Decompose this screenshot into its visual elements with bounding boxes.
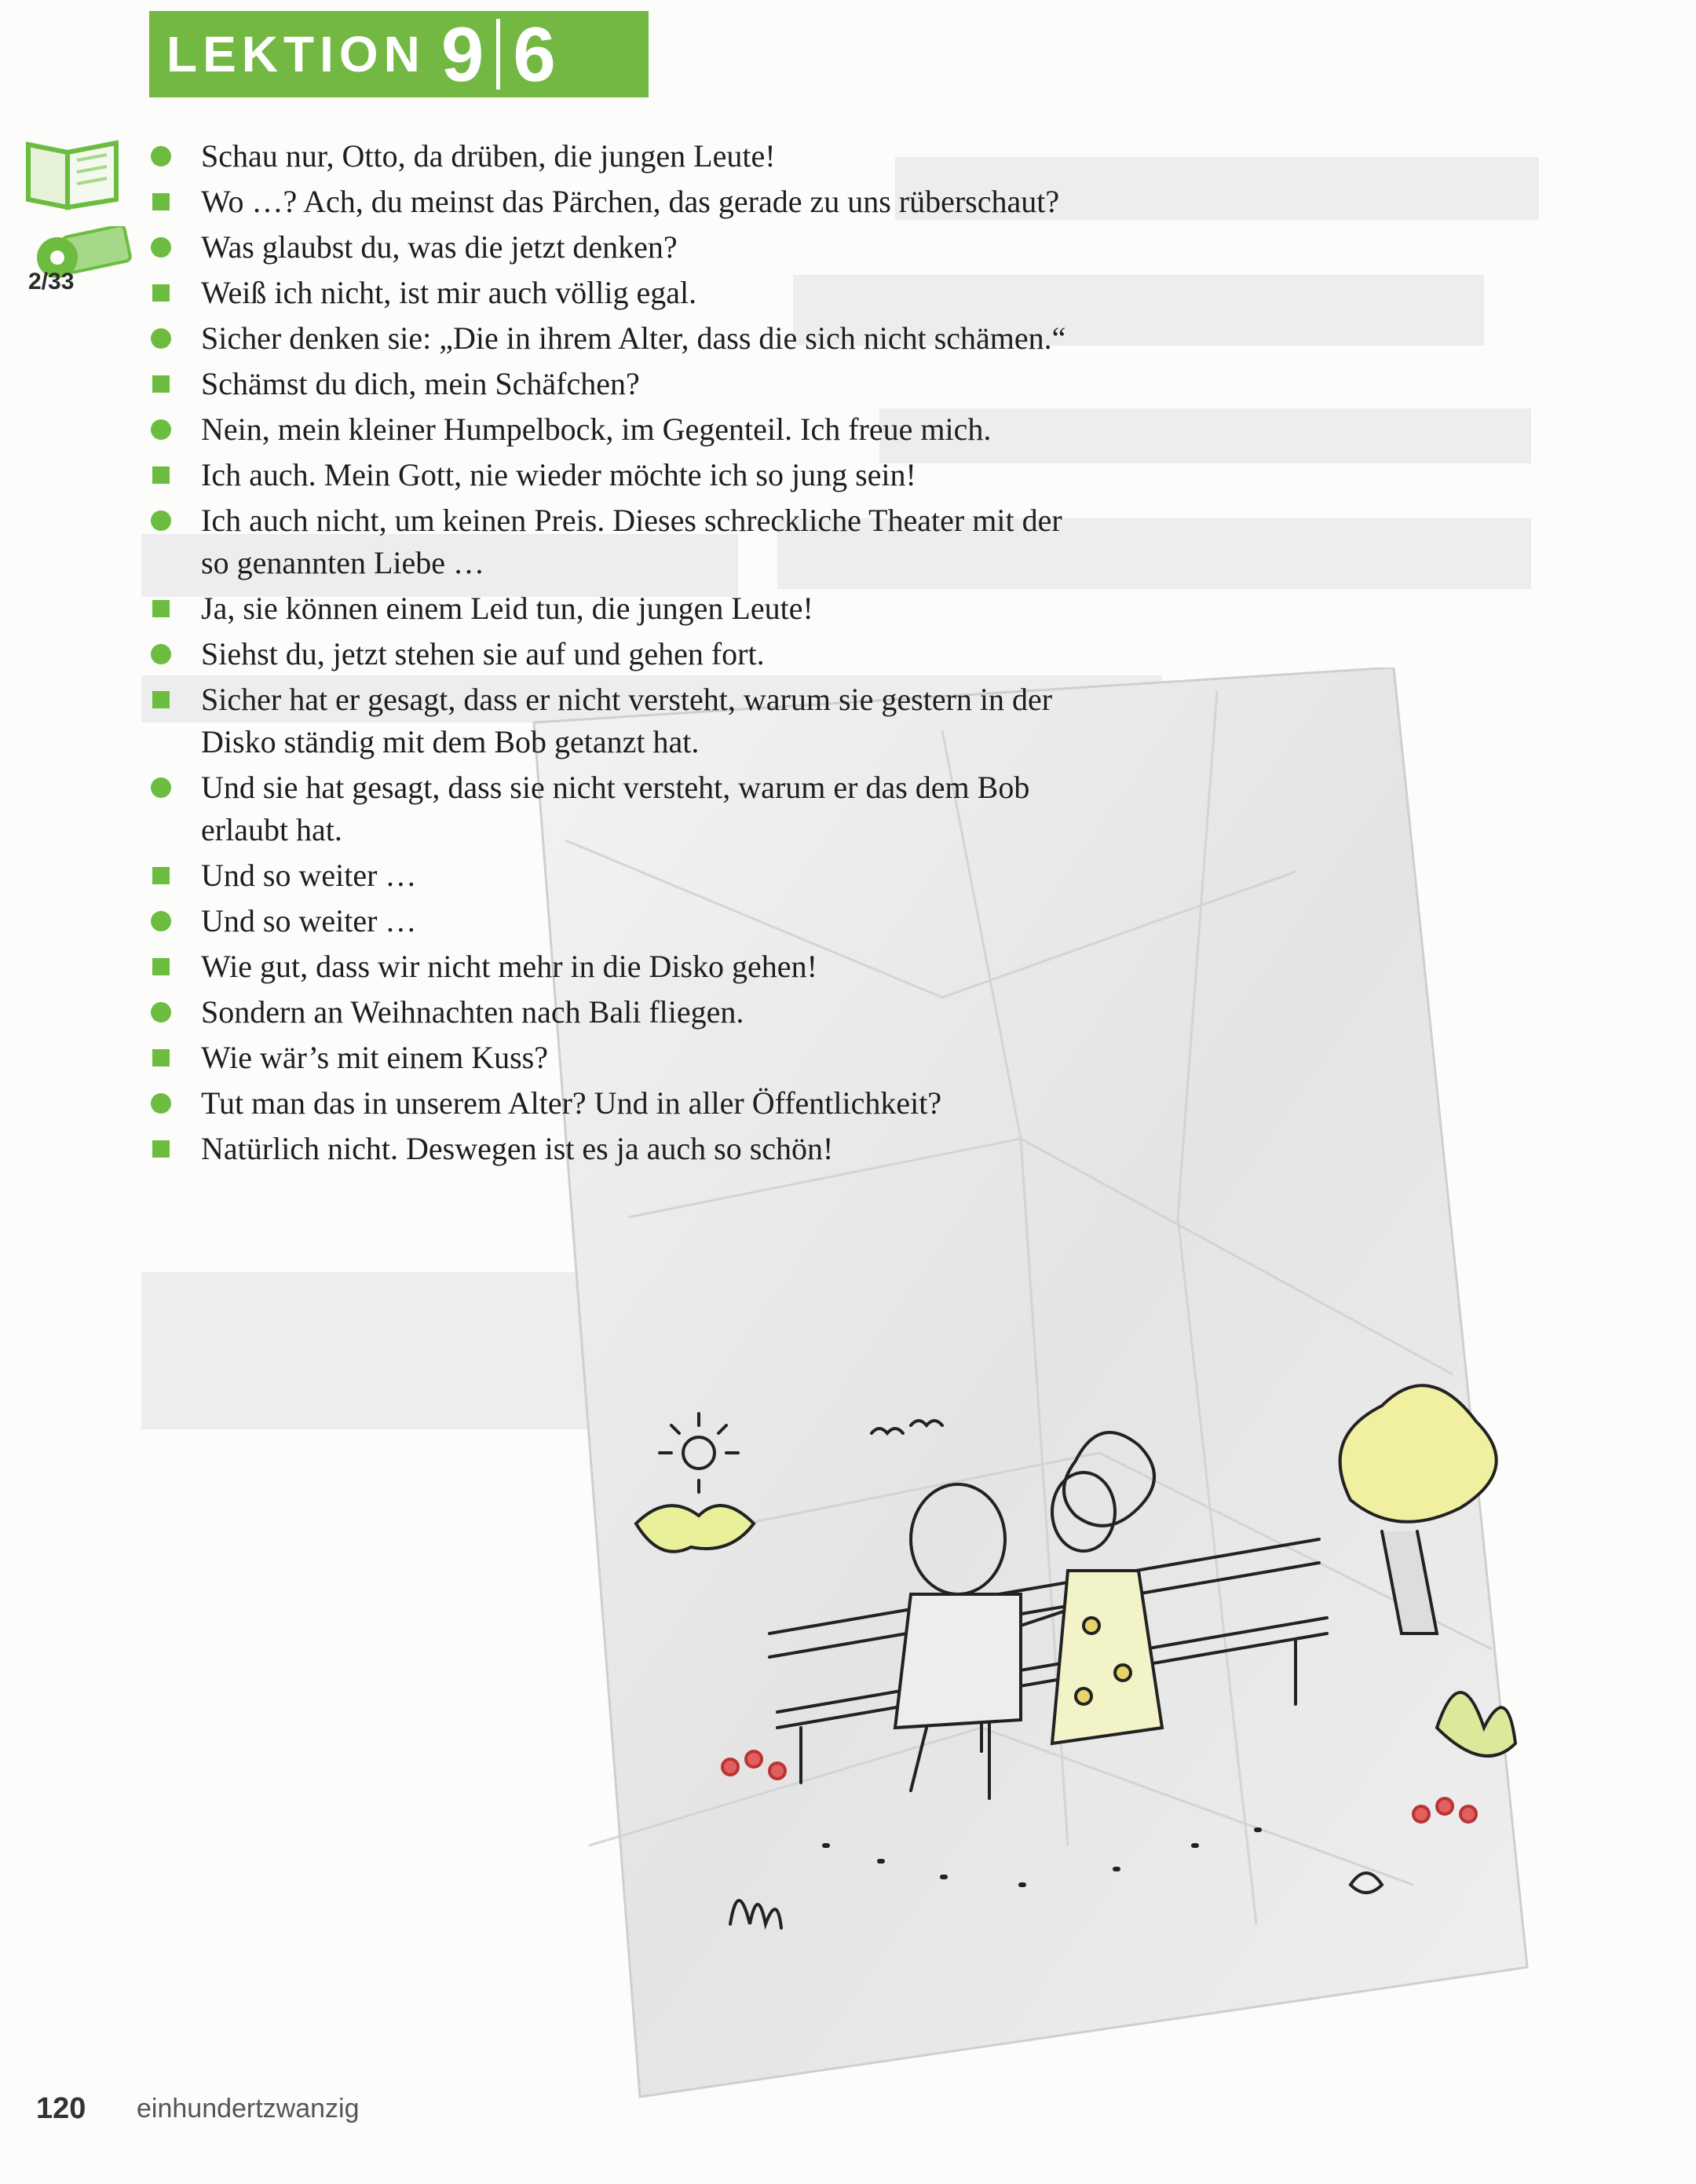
dialogue-text: Schämst du dich, mein Schäfchen?	[201, 366, 640, 401]
dialogue-line	[146, 363, 1088, 405]
speaker-marker	[146, 633, 201, 675]
dialogue-line	[146, 679, 1088, 763]
speaker-marker	[146, 226, 201, 269]
dialogue-line	[146, 946, 1088, 988]
lesson-number: 9	[440, 11, 484, 97]
dialogue-line	[146, 499, 1088, 584]
speaker-marker	[146, 317, 201, 360]
dialogue-line	[146, 454, 1088, 496]
lesson-header	[149, 11, 649, 97]
green-dot-icon	[151, 1093, 171, 1114]
dialogue-text: Ich auch. Mein Gott, nie wieder möchte ich so jung sein!	[201, 457, 916, 492]
green-square-icon	[152, 466, 170, 484]
dialogue-line	[146, 135, 1088, 177]
dialogue-line	[146, 317, 1088, 360]
speaker-marker	[146, 408, 201, 451]
dialogue-text: Sicher hat er gesagt, dass er nicht versteht, warum sie gestern in der Disko ständig mit dem Bob getanzt hat.	[201, 682, 1053, 759]
dialogue-text: Sicher denken sie: „Die in ihrem Alter, dass die sich nicht schämen.“	[201, 320, 1066, 356]
green-square-icon	[152, 691, 170, 708]
lesson-word: LEKTION	[166, 26, 426, 82]
speaker-marker	[146, 363, 201, 405]
dialogue-line	[146, 1037, 1088, 1079]
dialogue-line	[146, 587, 1088, 630]
dialogue-line	[146, 408, 1088, 451]
dialogue-line	[146, 766, 1088, 851]
speaker-marker	[146, 272, 201, 314]
green-square-icon	[152, 284, 170, 302]
speaker-marker	[146, 181, 201, 223]
speaker-marker	[146, 854, 201, 897]
page-number: 120	[36, 2092, 86, 2125]
speaker-marker	[146, 1082, 201, 1125]
green-dot-icon	[151, 911, 171, 931]
dialogue-text: Siehst du, jetzt stehen sie auf und gehen fort.	[201, 636, 765, 671]
green-dot-icon	[151, 328, 171, 349]
green-square-icon	[152, 958, 170, 975]
dialogue-text: Weiß ich nicht, ist mir auch völlig egal.	[201, 275, 697, 310]
green-dot-icon	[151, 419, 171, 440]
green-dot-icon	[151, 644, 171, 664]
dialogue-line	[146, 272, 1088, 314]
speaker-marker	[146, 454, 201, 496]
green-square-icon	[152, 375, 170, 393]
speaker-marker	[146, 1128, 201, 1170]
dialogue-text: Und so weiter …	[201, 903, 417, 938]
dialogue-text: Schau nur, Otto, da drüben, die jungen Leute!	[201, 138, 776, 174]
track-number: 2/33	[28, 269, 75, 294]
dialogue-text: Was glaubst du, was die jetzt denken?	[201, 229, 678, 265]
green-dot-icon	[151, 510, 171, 531]
dialogue-text: Wo …? Ach, du meinst das Pärchen, das gerade zu uns rüberschaut?	[201, 184, 1060, 219]
dialogue-text: Wie gut, dass wir nicht mehr in die Disko gehen!	[201, 949, 817, 984]
dialogue-line	[146, 226, 1088, 269]
speaker-marker	[146, 499, 201, 542]
dialogue-text: Nein, mein kleiner Humpelbock, im Gegenteil. Ich freue mich.	[201, 412, 992, 447]
page-number-word: einhundertzwanzig	[137, 2094, 360, 2124]
header-divider	[496, 19, 500, 90]
speaker-marker	[146, 900, 201, 942]
green-square-icon	[152, 193, 170, 210]
dialogue-text: Ich auch nicht, um keinen Preis. Dieses schreckliche Theater mit der so genannten Liebe …	[201, 503, 1062, 580]
dialogue-text: Ja, sie können einem Leid tun, die jungen Leute!	[201, 591, 813, 626]
speaker-marker	[146, 679, 201, 721]
dialogue-line	[146, 633, 1088, 675]
green-dot-icon	[151, 777, 171, 798]
dialogue-line	[146, 1082, 1088, 1125]
green-square-icon	[152, 1140, 170, 1158]
dialogue-line	[146, 991, 1088, 1033]
green-dot-icon	[151, 146, 171, 166]
dialogue-line	[146, 181, 1088, 223]
speaker-marker	[146, 946, 201, 988]
dialogue-text: Sondern an Weihnachten nach Bali fliegen.	[201, 994, 744, 1030]
speaker-marker	[146, 587, 201, 630]
green-square-icon	[152, 1049, 170, 1066]
dialogue-text: Und so weiter …	[201, 858, 417, 893]
green-square-icon	[152, 600, 170, 617]
dialogue-text: Und sie hat gesagt, dass sie nicht versteht, warum er das dem Bob erlaubt hat.	[201, 770, 1030, 847]
dialogue-line	[146, 854, 1088, 897]
speaker-marker	[146, 991, 201, 1033]
dialogue-text: Tut man das in unserem Alter? Und in aller Öffentlichkeit?	[201, 1085, 942, 1121]
green-dot-icon	[151, 237, 171, 258]
speaker-marker	[146, 766, 201, 809]
dialogue-text: Wie wär’s mit einem Kuss?	[201, 1040, 548, 1075]
dialogue-line	[146, 1128, 1088, 1170]
dialogue-line	[146, 900, 1088, 942]
lesson-part: 6	[513, 11, 556, 97]
book-icon	[22, 129, 124, 215]
speaker-marker	[146, 1037, 201, 1079]
green-square-icon	[152, 867, 170, 884]
speaker-marker	[146, 135, 201, 177]
green-dot-icon	[151, 1002, 171, 1022]
dialogue-text: Natürlich nicht. Deswegen ist es ja auch so schön!	[201, 1131, 834, 1166]
dialogue-list	[146, 135, 1088, 1173]
